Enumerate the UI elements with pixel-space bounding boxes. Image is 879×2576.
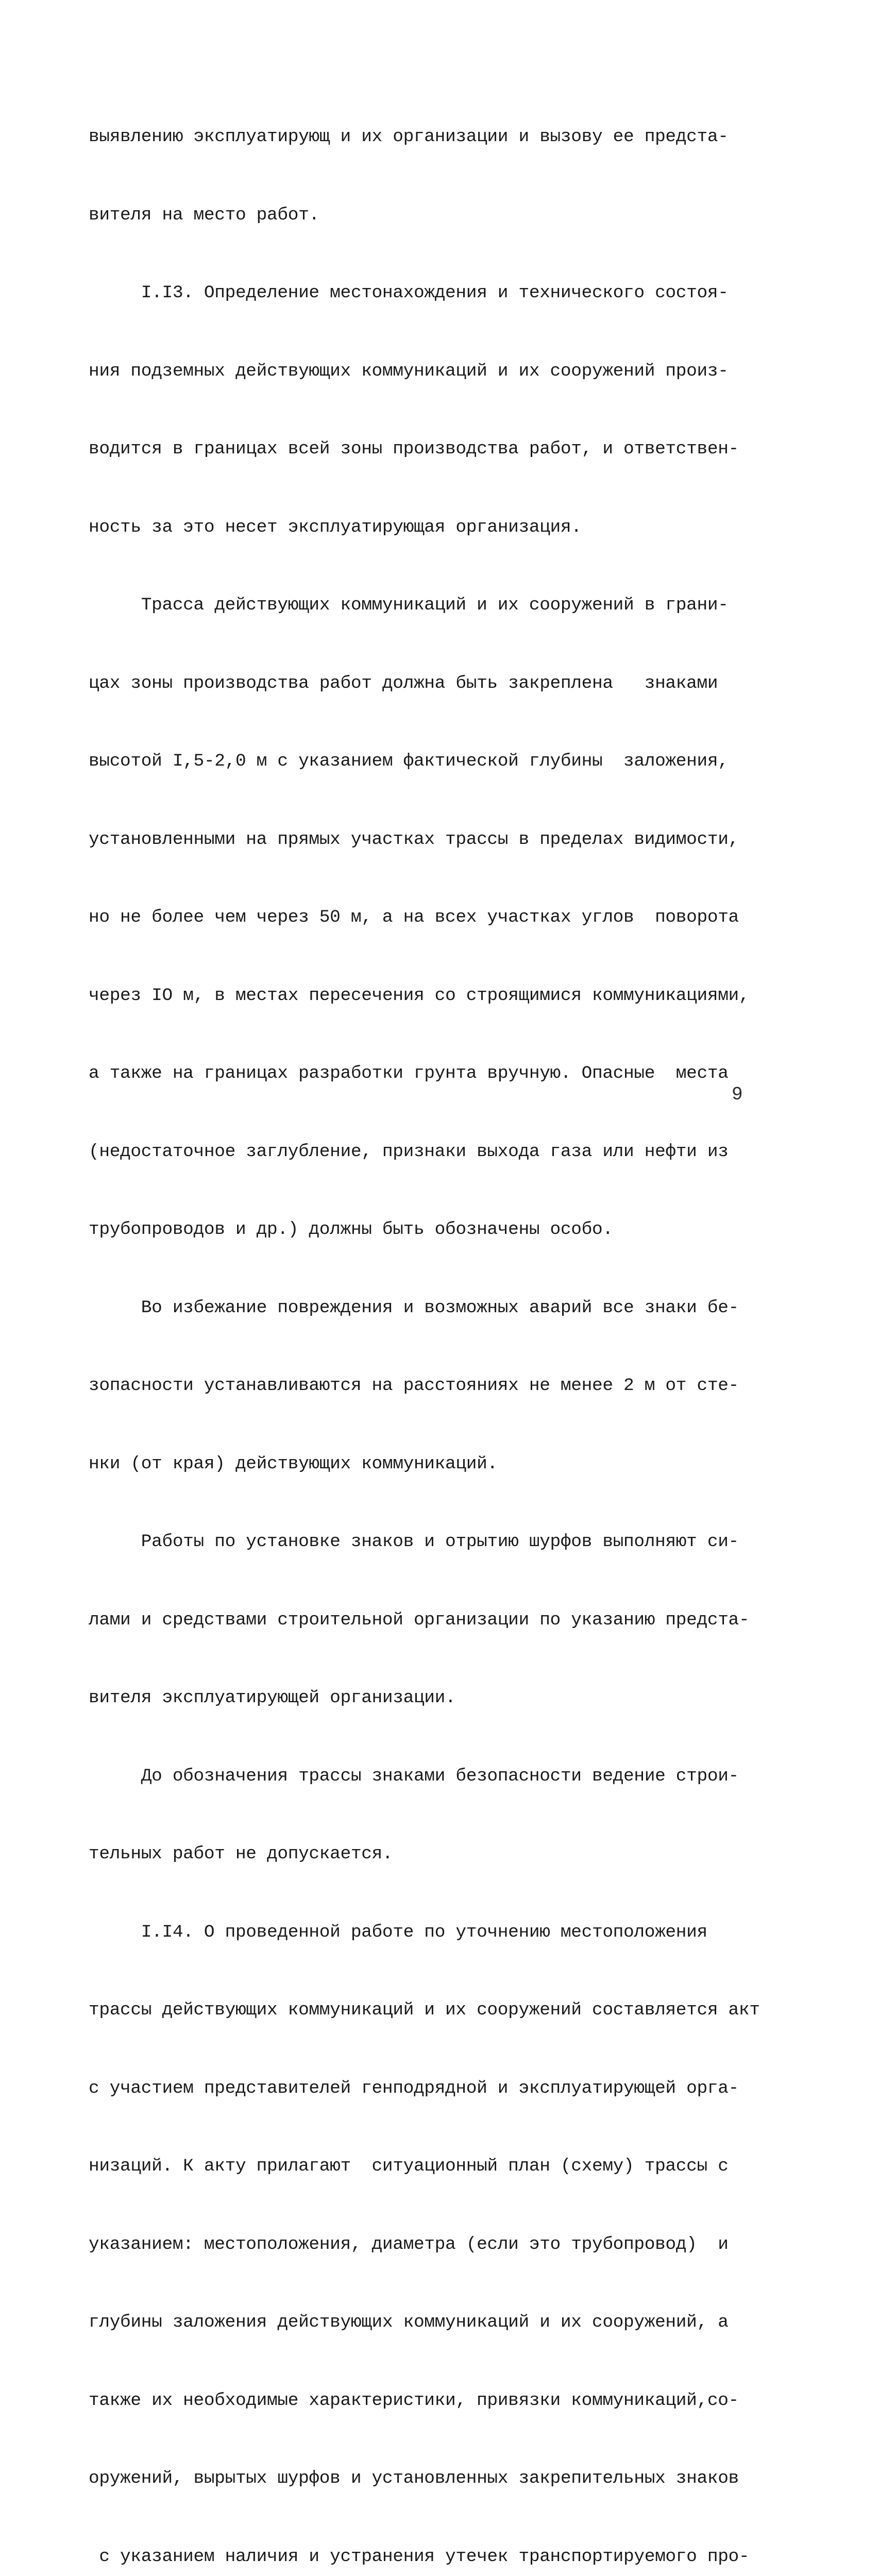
text-line: высотой I,5-2,0 м с указанием фактической глубины заложения, [89, 751, 729, 771]
text-line: I.I4. О проведенной работе по уточнению местоположения [89, 1922, 707, 1942]
text-line: с указанием наличия и устранения утечек транспортируемого про- [89, 2546, 750, 2567]
text-line: выявлению эксплуатирующ и их организации и вызову ее предста- [89, 127, 729, 147]
text-line: До обозначения трассы знаками безопасности ведение строи- [89, 1766, 739, 1786]
text-line: водится в границах всей зоны производства работ, и ответствен- [89, 439, 739, 459]
text-line: указанием: местоположения, диаметра (если это трубопровод) и [89, 2234, 729, 2255]
text-line: установленными на прямых участках трассы в пределах видимости, [89, 829, 739, 850]
text-line: цах зоны производства работ должна быть закреплена знаками [89, 673, 718, 693]
text-line: Во избежание повреждения и возможных аварий все знаки бе- [89, 1297, 739, 1318]
body-text [89, 72, 779, 2576]
text-line: лами и средствами строительной организации по указанию предста- [89, 1609, 750, 1630]
text-line: нки (от края) действующих коммуникаций. [89, 1453, 498, 1474]
text-line: через IO м, в местах пересечения со строящимися коммуникациями, [89, 985, 750, 1006]
text-line: тельных работ не допускается. [89, 1844, 393, 1864]
text-line: оружений, вырытых шурфов и установленных закрепительных знаков [89, 2468, 739, 2488]
page-number: 9 [732, 1084, 743, 1105]
text-line: с участием представителей генподрядной и эксплуатирующей орга- [89, 2078, 739, 2098]
text-line: зопасности устанавливаются на расстояниях не менее 2 м от сте- [89, 1376, 739, 1396]
text-line: низаций. К акту прилагают ситуационный план (схему) трассы с [89, 2156, 729, 2176]
text-line: но не более чем через 50 м, а на всех участках углов поворота [89, 907, 739, 927]
text-line: трубопроводов и др.) должны быть обозначены особо. [89, 1219, 613, 1240]
text-line: (недостаточное заглубление, признаки выхода газа или нефти из [89, 1141, 729, 1162]
text-line: также их необходимые характеристики, привязки коммуникаций,со- [89, 2390, 739, 2411]
text-line: а также на границах разработки грунта вручную. Опасные места [89, 1063, 729, 1083]
text-line: I.I3. Определение местонахождения и технического состоя- [89, 283, 729, 303]
text-line: Работы по установке знаков и отрытию шурфов выполняют си- [89, 1532, 739, 1552]
text-line: ния подземных действующих коммуникаций и их сооружений произ- [89, 361, 729, 381]
text-line: глубины заложения действующих коммуникаций и их сооружений, а [89, 2312, 729, 2332]
text-line: вителя на место работ. [89, 205, 319, 225]
text-line: Трасса действующих коммуникаций и их сооружений в грани- [89, 595, 729, 615]
text-line: вителя эксплуатирующей организации. [89, 1688, 456, 1708]
text-line: ность за это несет эксплуатирующая организация. [89, 517, 582, 537]
text-line: трассы действующих коммуникаций и их сооружений составляется акт [89, 2000, 760, 2020]
